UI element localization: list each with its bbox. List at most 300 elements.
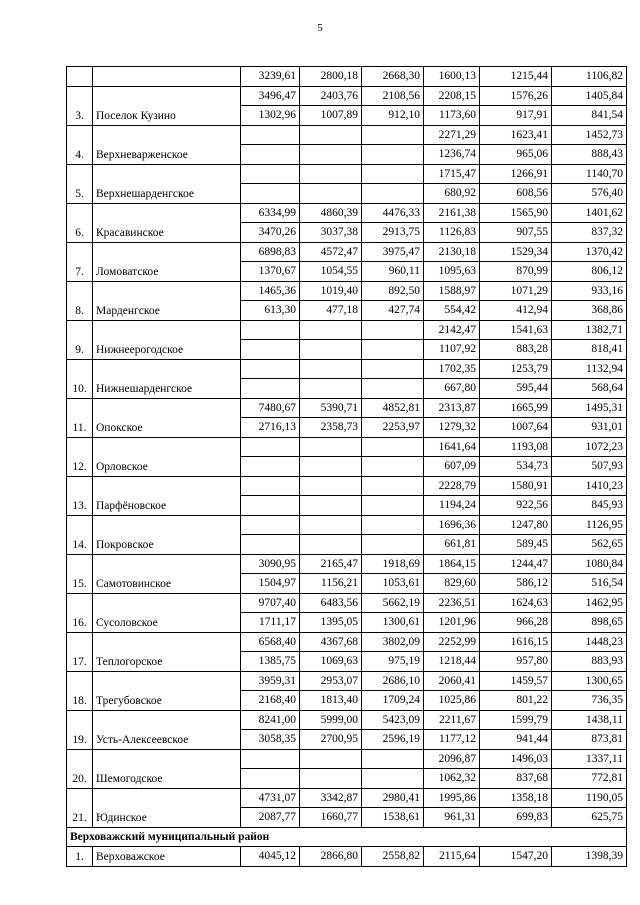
- value-cell: [300, 496, 362, 516]
- value-cell: 965,06: [480, 145, 552, 165]
- value-cell: 2980,41: [362, 788, 424, 808]
- value-cell: 1302,96: [241, 106, 300, 126]
- value-cell: 898,65: [552, 613, 627, 633]
- table-row: [67, 398, 627, 418]
- value-cell: 613,30: [241, 301, 300, 321]
- value-cell: 5423,09: [362, 710, 424, 730]
- value-cell: 818,41: [552, 340, 627, 360]
- value-cell: [241, 437, 300, 457]
- value-cell: [362, 164, 424, 184]
- value-cell: 1401,62: [552, 203, 627, 223]
- value-cell: 1624,63: [480, 593, 552, 613]
- row-index: 20.: [67, 749, 93, 788]
- value-cell: 1106,82: [552, 67, 627, 87]
- value-cell: [362, 476, 424, 496]
- district-header-row: [67, 827, 627, 847]
- value-cell: 412,94: [480, 301, 552, 321]
- value-cell: [300, 535, 362, 555]
- settlement-name: Нижнешарденгское: [93, 359, 241, 398]
- value-cell: [241, 184, 300, 204]
- value-cell: 2358,73: [300, 418, 362, 438]
- value-cell: [241, 476, 300, 496]
- value-cell: 507,93: [552, 457, 627, 477]
- value-cell: 1410,23: [552, 476, 627, 496]
- value-cell: 3239,61: [241, 67, 300, 87]
- value-cell: 1600,13: [424, 67, 480, 87]
- value-cell: 2142,47: [424, 320, 480, 340]
- value-cell: [300, 437, 362, 457]
- value-cell: 6568,40: [241, 632, 300, 652]
- value-cell: 1623,41: [480, 125, 552, 145]
- value-cell: 1504,97: [241, 574, 300, 594]
- value-cell: 1253,79: [480, 359, 552, 379]
- value-cell: 2236,51: [424, 593, 480, 613]
- value-cell: [300, 320, 362, 340]
- row-index: 11.: [67, 398, 93, 437]
- value-cell: 608,56: [480, 184, 552, 204]
- page-number: 5: [317, 22, 323, 34]
- settlement-name: Шемогодское: [93, 749, 241, 788]
- value-cell: 1448,23: [552, 632, 627, 652]
- value-cell: 2271,29: [424, 125, 480, 145]
- table-row: [67, 281, 627, 301]
- value-cell: 4572,47: [300, 242, 362, 262]
- value-cell: 1813,40: [300, 691, 362, 711]
- value-cell: 829,60: [424, 574, 480, 594]
- value-cell: 917,91: [480, 106, 552, 126]
- value-cell: 883,93: [552, 652, 627, 672]
- value-cell: 1465,36: [241, 281, 300, 301]
- value-cell: 1452,73: [552, 125, 627, 145]
- settlement-name: Юдинское: [93, 788, 241, 827]
- settlement-name: Верхневарженское: [93, 125, 241, 164]
- table-row: [67, 788, 627, 808]
- value-cell: 4045,12: [241, 847, 300, 867]
- value-cell: 534,73: [480, 457, 552, 477]
- value-cell: 1071,29: [480, 281, 552, 301]
- row-index: 4.: [67, 125, 93, 164]
- value-cell: 2403,76: [300, 86, 362, 106]
- table-row: [67, 593, 627, 613]
- table-row: [67, 476, 627, 496]
- value-cell: 1140,70: [552, 164, 627, 184]
- settlement-name: Опокское: [93, 398, 241, 437]
- value-cell: 4731,07: [241, 788, 300, 808]
- value-cell: 2913,75: [362, 223, 424, 243]
- row-index: 14.: [67, 515, 93, 554]
- value-cell: 2668,30: [362, 67, 424, 87]
- value-cell: 1007,89: [300, 106, 362, 126]
- value-cell: 845,93: [552, 496, 627, 516]
- value-cell: [362, 184, 424, 204]
- value-cell: 870,99: [480, 262, 552, 282]
- value-cell: 3496,47: [241, 86, 300, 106]
- value-cell: 975,19: [362, 652, 424, 672]
- value-cell: [300, 476, 362, 496]
- row-index: 17.: [67, 632, 93, 671]
- settlement-name: Парфёновское: [93, 476, 241, 515]
- value-cell: 960,11: [362, 262, 424, 282]
- table-row: [67, 359, 627, 379]
- value-cell: 1218,44: [424, 652, 480, 672]
- value-cell: 3058,35: [241, 730, 300, 750]
- value-cell: [362, 359, 424, 379]
- value-cell: [362, 437, 424, 457]
- value-cell: 4860,39: [300, 203, 362, 223]
- row-index: 1.: [67, 847, 93, 867]
- value-cell: [362, 145, 424, 165]
- row-index: 9.: [67, 320, 93, 359]
- value-cell: 1215,44: [480, 67, 552, 87]
- value-cell: 586,12: [480, 574, 552, 594]
- value-cell: [300, 749, 362, 769]
- row-index: 7.: [67, 242, 93, 281]
- row-index: 8.: [67, 281, 93, 320]
- settlement-name: Нижнеерогодское: [93, 320, 241, 359]
- value-cell: 1358,18: [480, 788, 552, 808]
- value-cell: 1095,63: [424, 262, 480, 282]
- value-cell: 1711,17: [241, 613, 300, 633]
- value-cell: 5662,19: [362, 593, 424, 613]
- row-index: 3.: [67, 86, 93, 125]
- value-cell: 2211,67: [424, 710, 480, 730]
- value-cell: 941,44: [480, 730, 552, 750]
- value-cell: [362, 340, 424, 360]
- value-cell: [241, 457, 300, 477]
- value-cell: [300, 125, 362, 145]
- value-cell: 368,86: [552, 301, 627, 321]
- value-cell: 1715,47: [424, 164, 480, 184]
- value-cell: 1370,42: [552, 242, 627, 262]
- value-cell: 912,10: [362, 106, 424, 126]
- value-cell: 2228,79: [424, 476, 480, 496]
- value-cell: 1201,96: [424, 613, 480, 633]
- value-cell: 589,45: [480, 535, 552, 555]
- table-row: [67, 164, 627, 184]
- value-cell: [300, 515, 362, 535]
- settlement-name: Верховажское: [93, 847, 241, 867]
- value-cell: [241, 320, 300, 340]
- value-cell: [241, 145, 300, 165]
- value-cell: 1588,97: [424, 281, 480, 301]
- value-cell: 1641,64: [424, 437, 480, 457]
- value-cell: 2087,77: [241, 808, 300, 828]
- value-cell: 1660,77: [300, 808, 362, 828]
- value-cell: 966,28: [480, 613, 552, 633]
- value-cell: 699,83: [480, 808, 552, 828]
- settlement-name: Трегубовское: [93, 671, 241, 710]
- row-index: 16.: [67, 593, 93, 632]
- value-cell: 7480,67: [241, 398, 300, 418]
- value-cell: 3470,26: [241, 223, 300, 243]
- value-cell: 736,35: [552, 691, 627, 711]
- value-cell: [241, 496, 300, 516]
- value-cell: 1538,61: [362, 808, 424, 828]
- value-cell: 1395,05: [300, 613, 362, 633]
- settlement-name: Верхнешарденгское: [93, 164, 241, 203]
- value-cell: 2060,41: [424, 671, 480, 691]
- value-cell: 625,75: [552, 808, 627, 828]
- settlement-name: Поселок Кузино: [93, 86, 241, 125]
- value-cell: [362, 379, 424, 399]
- value-cell: [362, 320, 424, 340]
- value-cell: 2716,13: [241, 418, 300, 438]
- value-cell: [362, 769, 424, 789]
- value-cell: 3342,87: [300, 788, 362, 808]
- value-cell: 8241,00: [241, 710, 300, 730]
- value-cell: 888,43: [552, 145, 627, 165]
- value-cell: [241, 164, 300, 184]
- value-cell: 907,55: [480, 223, 552, 243]
- value-cell: 2130,18: [424, 242, 480, 262]
- value-cell: 801,22: [480, 691, 552, 711]
- value-cell: 568,64: [552, 379, 627, 399]
- value-cell: 1709,24: [362, 691, 424, 711]
- value-cell: 667,80: [424, 379, 480, 399]
- table-row: [67, 710, 627, 730]
- value-cell: 9707,40: [241, 593, 300, 613]
- value-cell: 562,65: [552, 535, 627, 555]
- value-cell: 2313,87: [424, 398, 480, 418]
- value-cell: 1438,11: [552, 710, 627, 730]
- value-cell: 2686,10: [362, 671, 424, 691]
- value-cell: [362, 496, 424, 516]
- table-row: [67, 632, 627, 652]
- value-cell: 1398,39: [552, 847, 627, 867]
- value-cell: [300, 457, 362, 477]
- value-cell: 1616,15: [480, 632, 552, 652]
- value-cell: 595,44: [480, 379, 552, 399]
- value-cell: 3975,47: [362, 242, 424, 262]
- value-cell: 661,81: [424, 535, 480, 555]
- value-cell: 1053,61: [362, 574, 424, 594]
- table-row: [67, 749, 627, 769]
- value-cell: [241, 535, 300, 555]
- value-cell: 3802,09: [362, 632, 424, 652]
- value-cell: [300, 164, 362, 184]
- value-cell: 1025,86: [424, 691, 480, 711]
- row-index: 12.: [67, 437, 93, 476]
- value-cell: 1007,64: [480, 418, 552, 438]
- table-row: [67, 67, 627, 87]
- value-cell: 1266,91: [480, 164, 552, 184]
- value-cell: 1541,63: [480, 320, 552, 340]
- value-cell: 837,68: [480, 769, 552, 789]
- value-cell: 576,40: [552, 184, 627, 204]
- value-cell: [241, 359, 300, 379]
- value-cell: 2096,87: [424, 749, 480, 769]
- value-cell: 2208,15: [424, 86, 480, 106]
- row-index: 5.: [67, 164, 93, 203]
- value-cell: 1995,86: [424, 788, 480, 808]
- value-cell: [241, 340, 300, 360]
- settlement-name: Красавинское: [93, 203, 241, 242]
- value-cell: 1190,05: [552, 788, 627, 808]
- table-row: [67, 86, 627, 106]
- value-cell: 2800,18: [300, 67, 362, 87]
- value-cell: [300, 379, 362, 399]
- value-cell: [241, 125, 300, 145]
- value-cell: 5999,00: [300, 710, 362, 730]
- value-cell: [300, 769, 362, 789]
- row-index: 6.: [67, 203, 93, 242]
- value-cell: 1126,95: [552, 515, 627, 535]
- value-cell: 5390,71: [300, 398, 362, 418]
- row-index: 15.: [67, 554, 93, 593]
- value-cell: 1300,65: [552, 671, 627, 691]
- value-cell: 2700,95: [300, 730, 362, 750]
- value-cell: 883,28: [480, 340, 552, 360]
- value-cell: 1462,95: [552, 593, 627, 613]
- value-cell: 1385,75: [241, 652, 300, 672]
- value-cell: 1529,34: [480, 242, 552, 262]
- index-cell: [67, 67, 93, 87]
- value-cell: 1156,21: [300, 574, 362, 594]
- value-cell: 892,50: [362, 281, 424, 301]
- value-cell: 841,54: [552, 106, 627, 126]
- value-cell: 1599,79: [480, 710, 552, 730]
- value-cell: 6898,83: [241, 242, 300, 262]
- value-cell: 2596,19: [362, 730, 424, 750]
- value-cell: 1236,74: [424, 145, 480, 165]
- value-cell: 2108,56: [362, 86, 424, 106]
- value-cell: [300, 359, 362, 379]
- value-cell: 1370,67: [241, 262, 300, 282]
- value-cell: [362, 125, 424, 145]
- value-cell: 3959,31: [241, 671, 300, 691]
- value-cell: [241, 749, 300, 769]
- name-cell: [93, 67, 241, 87]
- value-cell: 772,81: [552, 769, 627, 789]
- value-cell: 516,54: [552, 574, 627, 594]
- table-row: [67, 515, 627, 535]
- value-cell: 873,81: [552, 730, 627, 750]
- value-cell: 931,01: [552, 418, 627, 438]
- value-cell: 4852,81: [362, 398, 424, 418]
- value-cell: 1496,03: [480, 749, 552, 769]
- settlement-name: Усть-Алексеевское: [93, 710, 241, 749]
- table-row: [67, 203, 627, 223]
- value-cell: 1702,35: [424, 359, 480, 379]
- value-cell: [300, 184, 362, 204]
- settlement-name: Орловское: [93, 437, 241, 476]
- value-cell: 4476,33: [362, 203, 424, 223]
- value-cell: 1864,15: [424, 554, 480, 574]
- value-cell: 1918,69: [362, 554, 424, 574]
- value-cell: 2161,38: [424, 203, 480, 223]
- value-cell: 933,16: [552, 281, 627, 301]
- value-cell: 961,31: [424, 808, 480, 828]
- value-cell: 1194,24: [424, 496, 480, 516]
- value-cell: [300, 145, 362, 165]
- value-cell: 922,56: [480, 496, 552, 516]
- value-cell: [241, 515, 300, 535]
- value-cell: 1300,61: [362, 613, 424, 633]
- value-cell: 1126,83: [424, 223, 480, 243]
- value-cell: 477,18: [300, 301, 362, 321]
- value-cell: 1337,11: [552, 749, 627, 769]
- tariff-table: [66, 66, 627, 867]
- row-index: 13.: [67, 476, 93, 515]
- value-cell: 1062,32: [424, 769, 480, 789]
- table-row: [67, 320, 627, 340]
- table-row: [67, 125, 627, 145]
- settlement-name: Теплогорское: [93, 632, 241, 671]
- table-row: [67, 242, 627, 262]
- value-cell: 2168,40: [241, 691, 300, 711]
- value-cell: 427,74: [362, 301, 424, 321]
- value-cell: [362, 515, 424, 535]
- value-cell: 2165,47: [300, 554, 362, 574]
- value-cell: [241, 769, 300, 789]
- table-body: [67, 67, 627, 867]
- value-cell: [362, 457, 424, 477]
- value-cell: 1177,12: [424, 730, 480, 750]
- value-cell: 2253,97: [362, 418, 424, 438]
- value-cell: 1107,92: [424, 340, 480, 360]
- value-cell: [300, 340, 362, 360]
- value-cell: 2252,99: [424, 632, 480, 652]
- value-cell: 2953,07: [300, 671, 362, 691]
- value-cell: 554,42: [424, 301, 480, 321]
- settlement-name: Ломоватское: [93, 242, 241, 281]
- value-cell: [241, 379, 300, 399]
- value-cell: 1019,40: [300, 281, 362, 301]
- value-cell: 1580,91: [480, 476, 552, 496]
- row-index: 19.: [67, 710, 93, 749]
- value-cell: 1576,26: [480, 86, 552, 106]
- value-cell: 806,12: [552, 262, 627, 282]
- value-cell: [362, 749, 424, 769]
- value-cell: 957,80: [480, 652, 552, 672]
- value-cell: 1072,23: [552, 437, 627, 457]
- value-cell: 1247,80: [480, 515, 552, 535]
- value-cell: 2866,80: [300, 847, 362, 867]
- value-cell: 4367,68: [300, 632, 362, 652]
- value-cell: 1382,71: [552, 320, 627, 340]
- value-cell: 3090,95: [241, 554, 300, 574]
- table-row: [67, 847, 627, 867]
- row-index: 18.: [67, 671, 93, 710]
- row-index: 10.: [67, 359, 93, 398]
- value-cell: 1069,63: [300, 652, 362, 672]
- value-cell: 1696,36: [424, 515, 480, 535]
- value-cell: 1459,57: [480, 671, 552, 691]
- settlement-name: Покровское: [93, 515, 241, 554]
- value-cell: 1054,55: [300, 262, 362, 282]
- district-header: Верховажский муниципальный район: [67, 827, 627, 847]
- value-cell: 837,32: [552, 223, 627, 243]
- table-row: [67, 554, 627, 574]
- value-cell: 1495,31: [552, 398, 627, 418]
- settlement-name: Самотовинское: [93, 554, 241, 593]
- settlement-name: Марденгское: [93, 281, 241, 320]
- table-row: [67, 671, 627, 691]
- value-cell: 6334,99: [241, 203, 300, 223]
- value-cell: 1132,94: [552, 359, 627, 379]
- value-cell: 1279,32: [424, 418, 480, 438]
- row-index: 21.: [67, 788, 93, 827]
- value-cell: 1244,47: [480, 554, 552, 574]
- settlement-name: Сусоловское: [93, 593, 241, 632]
- value-cell: 2558,82: [362, 847, 424, 867]
- value-cell: 1173,60: [424, 106, 480, 126]
- value-cell: [362, 535, 424, 555]
- value-cell: 1405,84: [552, 86, 627, 106]
- value-cell: 3037,38: [300, 223, 362, 243]
- value-cell: 2115,64: [424, 847, 480, 867]
- value-cell: 1665,99: [480, 398, 552, 418]
